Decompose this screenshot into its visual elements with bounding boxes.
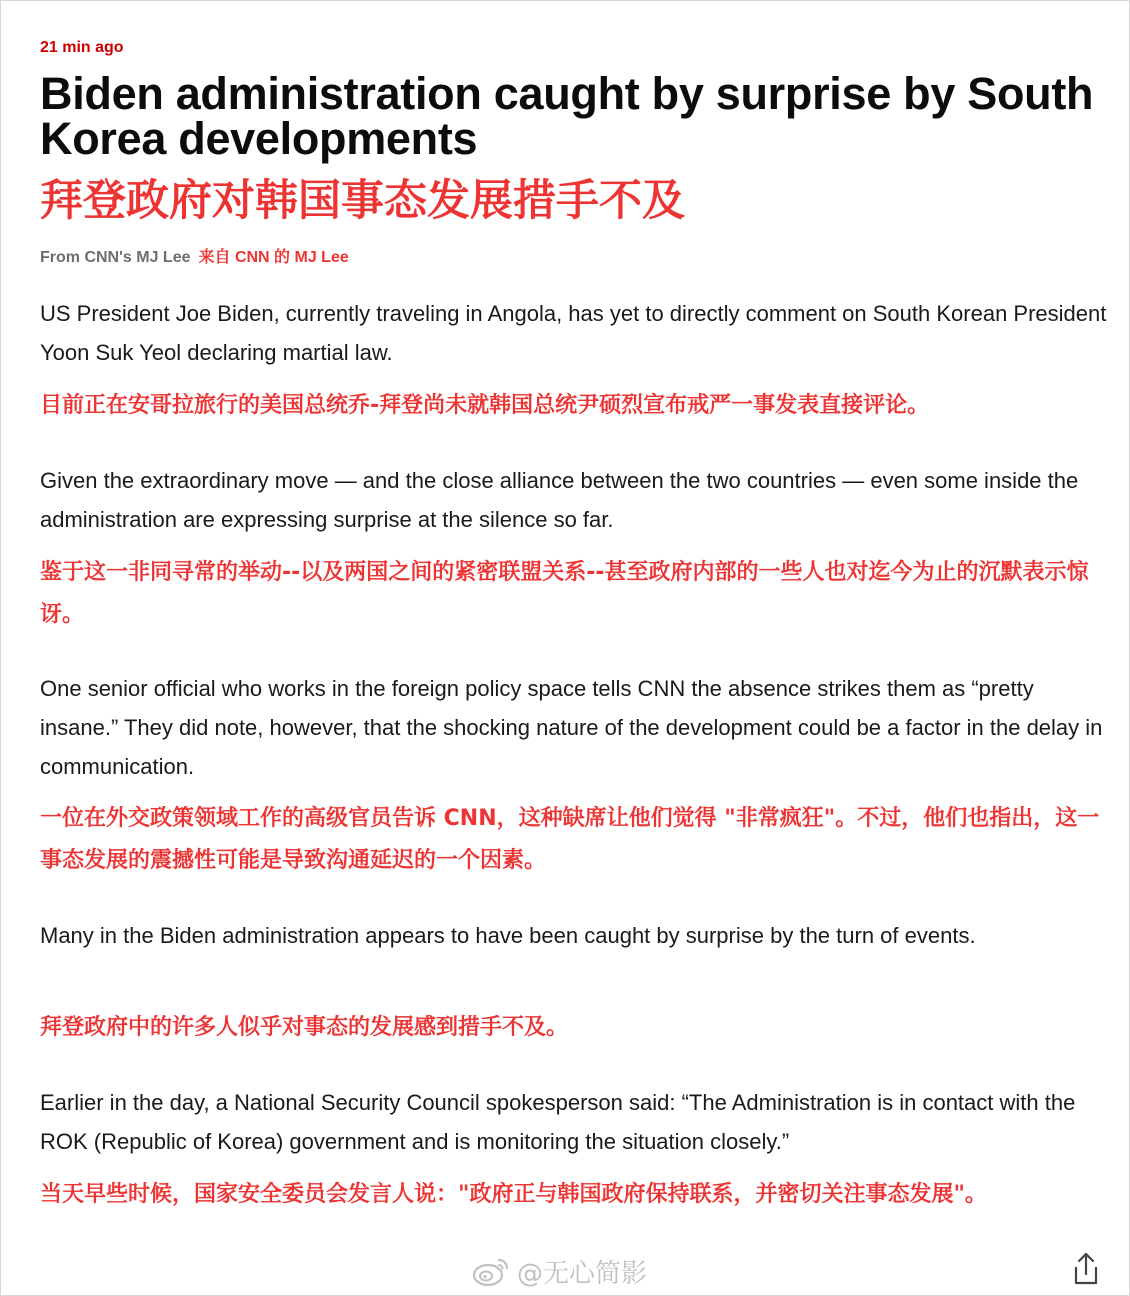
share-icon — [1070, 1251, 1102, 1287]
byline-author: From CNN's MJ Lee — [40, 249, 191, 266]
headline-translation: 拜登政府对韩国事态发展措手不及 — [40, 176, 685, 226]
headline: Biden administration caught by surprise by South Korea developments — [40, 68, 1094, 164]
paragraph-5-translation: 当天早些时候，国家安全委员会发言人说："政府正与韩国政府保持联系，并密切关注事态发展"。 — [40, 1182, 987, 1207]
watermark-text: @无心简影 — [517, 1258, 648, 1289]
timestamp: 21 min ago — [40, 39, 124, 56]
paragraph-4-translation: 拜登政府中的许多人似乎对事态的发展感到措手不及。 — [40, 1015, 569, 1040]
paragraph-3-translation: 一位在外交政策领域工作的高级官员告诉 CNN，这种缺席让他们觉得 "非常疯狂"。不过，他们也指出，这一事态发展的震撼性可能是导致沟通延迟的一个因素。 — [40, 806, 1100, 873]
paragraph-4: Many in the Biden administration appears to have been caught by surprise by the turn of events. — [40, 923, 976, 948]
weibo-icon — [471, 1255, 511, 1287]
paragraph-1: US President Joe Biden, currently traveling in Angola, has yet to directly comment on South Korean President Yoon Suk Yeol declaring martial law. — [40, 301, 1107, 365]
paragraph-3: One senior official who works in the foreign policy space tells CNN the absence strikes them as “pretty insane.” They did note, however, that the shocking nature of the development could be a factor in the delay in communication. — [40, 676, 1103, 779]
paragraph-2: Given the extraordinary move — and the close alliance between the two countries — even some inside the administration are expressing surprise at the silence so far. — [40, 468, 1079, 532]
paragraph-2-translation: 鉴于这一非同寻常的举动--以及两国之间的紧密联盟关系--甚至政府内部的一些人也对迄今为止的沉默表示惊讶。 — [40, 560, 1089, 627]
byline — [40, 247, 349, 269]
byline-translation: 来自 CNN 的 MJ Lee — [198, 249, 349, 266]
watermark — [471, 1251, 647, 1291]
paragraph-1-translation: 目前正在安哥拉旅行的美国总统乔-拜登尚未就韩国总统尹硕烈宣布戒严一事发表直接评论。 — [40, 393, 930, 418]
paragraph-5: Earlier in the day, a National Security Council spokesperson said: “The Administration is in contact with the ROK (Republic of Korea) government and is monitoring the situation closely.” — [40, 1090, 1076, 1154]
share-button[interactable] — [1070, 1251, 1102, 1287]
